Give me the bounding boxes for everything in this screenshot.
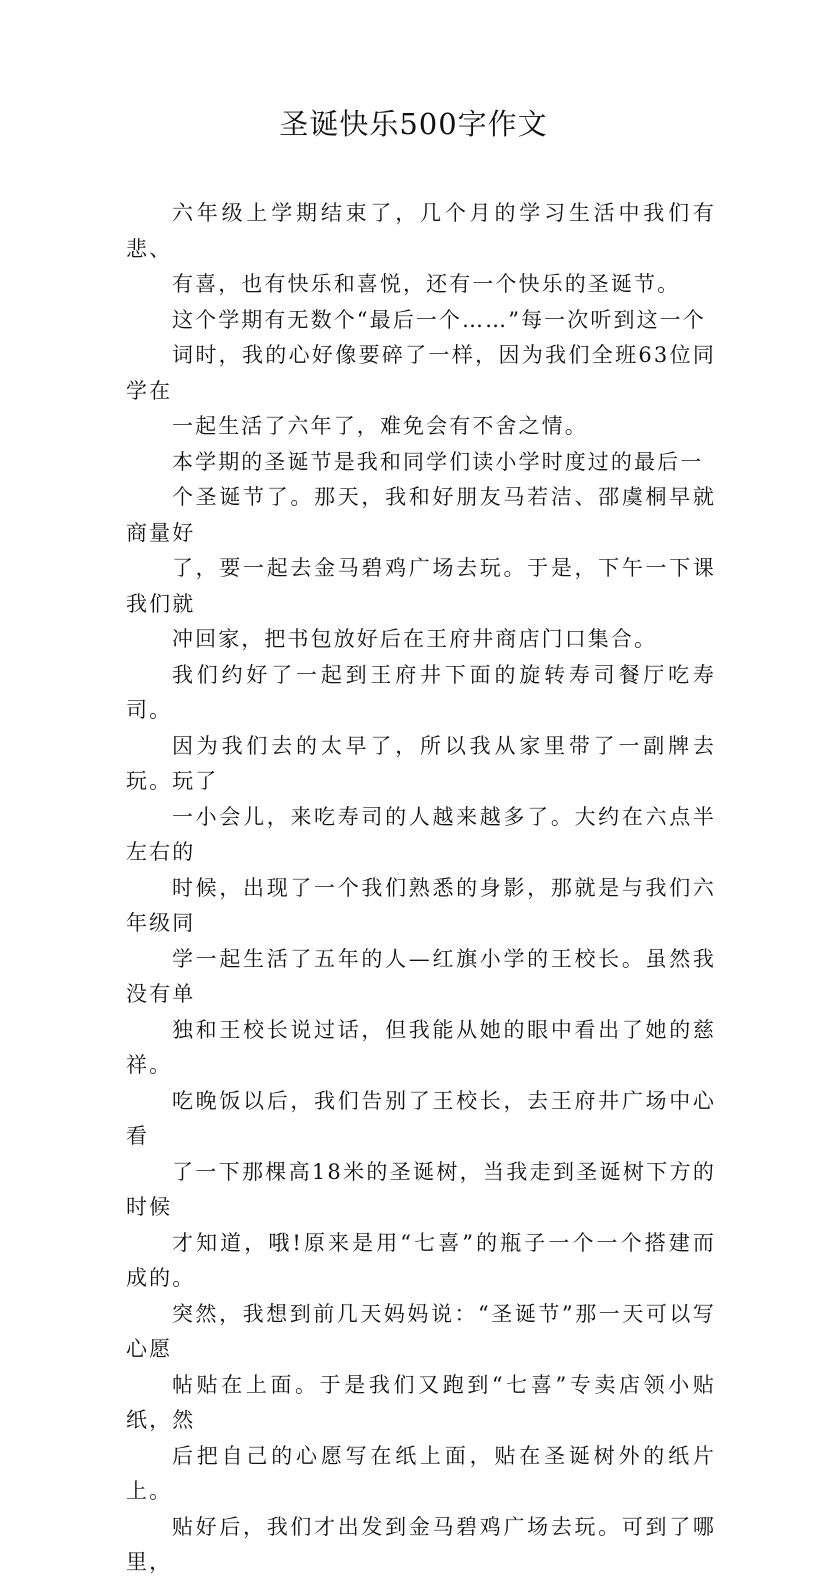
- text-line: 一小会儿，来吃寿司的人越来越多了。大约在六点半左右的: [126, 804, 716, 864]
- text-line: 因为我们去的太早了，所以我从家里带了一副牌去玩。玩了: [126, 733, 716, 793]
- text-line: 本学期的圣诞节是我和同学们读小学时度过的最后一: [172, 449, 704, 474]
- text-line: 六年级上学期结束了，几个月的学习生活中我们有悲、: [126, 201, 716, 261]
- paragraph-4: [126, 658, 716, 1084]
- text-line: 时候，出现了一个我们熟悉的身影，那就是与我们六年级同: [126, 875, 716, 935]
- text-line: 学一起生活了五年的人—红旗小学的王校长。虽然我没有单: [126, 946, 716, 1006]
- paragraph-1: [126, 196, 716, 303]
- text-line: 一起生活了六年了，难免会有不舍之情。: [172, 414, 588, 438]
- text-line: 独和王校长说过话，但我能从她的眼中看出了她的慈祥。: [126, 1017, 716, 1077]
- paragraph-6: [126, 1510, 716, 1581]
- paragraph-3: [126, 445, 716, 658]
- document-body: [126, 196, 716, 1581]
- text-line: 帖贴在上面。于是我们又跑到“七喜”专卖店领小贴纸，然: [126, 1372, 716, 1432]
- text-line: 贴好后，我们才出发到金马碧鸡广场去玩。可到了哪里，: [126, 1514, 716, 1574]
- text-line: 冲回家，把书包放好后在王府井商店门口集合。: [172, 627, 658, 651]
- text-line: 我们约好了一起到王府井下面的旋转寿司餐厅吃寿司。: [126, 662, 716, 722]
- text-line: 个圣诞节了。那天，我和好朋友马若洁、邵虞桐早就商量好: [126, 485, 716, 545]
- text-line: 突然，我想到前几天妈妈说：“圣诞节”那一天可以写心愿: [126, 1301, 716, 1361]
- paragraph-5: [126, 1084, 716, 1510]
- document-title: 圣诞快乐500字作文: [279, 107, 548, 141]
- text-line: 词时，我的心好像要碎了一样，因为我们全班63位同学在: [126, 343, 716, 403]
- text-line: 才知道，哦!原来是用“七喜”的瓶子一个一个搭建而成的。: [126, 1230, 716, 1290]
- paragraph-2: [126, 303, 716, 445]
- text-line: 这个学期有无数个“最后一个……”每一次听到这一个: [172, 307, 706, 332]
- text-line: 后把自己的心愿写在纸上面，贴在圣诞树外的纸片上。: [126, 1443, 716, 1503]
- text-line: 了，要一起去金马碧鸡广场去玩。于是，下午一下课我们就: [126, 556, 716, 616]
- text-line: 了一下那棵高18米的圣诞树，当我走到圣诞树下方的时候: [126, 1159, 716, 1219]
- text-line: 吃晚饭以后，我们告别了王校长，去王府井广场中心看: [126, 1088, 716, 1148]
- text-line: 有喜，也有快乐和喜悦，还有一个快乐的圣诞节。: [172, 272, 681, 296]
